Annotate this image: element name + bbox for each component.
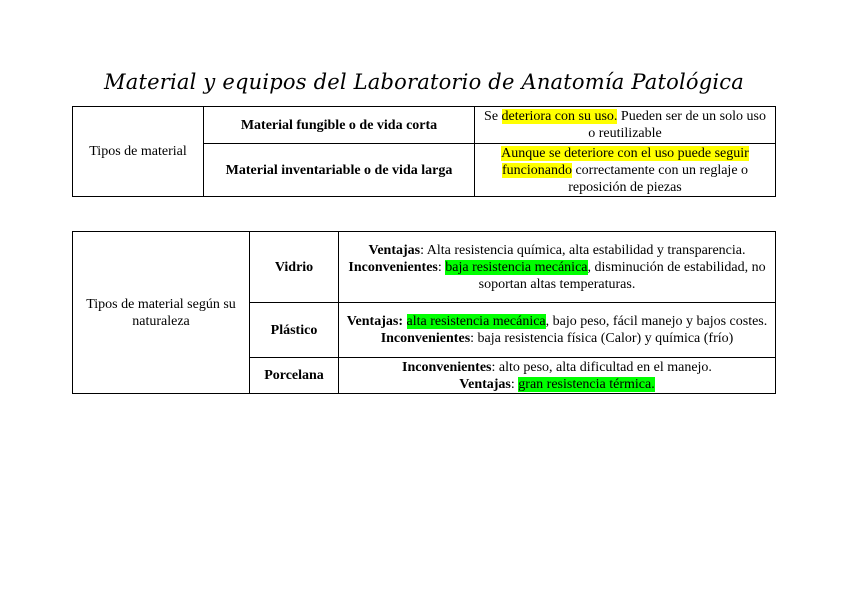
table-row: [73, 107, 776, 144]
desc-fungible: Se deteriora con su uso. Pueden ser de un solo uso o reutilizable: [475, 107, 776, 144]
table-row: [73, 232, 776, 303]
highlight: Aunque se deteriore con el uso puede seguir funcionando: [501, 145, 749, 178]
desc-vidrio: Ventajas: Alta resistencia química, alta estabilidad y transparencia. Inconvenientes: baja resistencia mecánica, disminución de estabilidad, no soportan altas temperaturas.: [339, 232, 776, 303]
row-header-material-types: Tipos de material: [73, 107, 204, 197]
desc-porcelana: Inconvenientes: alto peso, alta dificultad en el manejo. Ventajas: gran resistencia térmica.: [339, 358, 776, 394]
highlight: deteriora con su uso.: [501, 109, 618, 124]
label-plastico: Plástico: [250, 303, 339, 358]
page-title: Material y equipos del Laboratorio de Anatomía Patológica: [104, 70, 744, 94]
label-porcelana: Porcelana: [250, 358, 339, 394]
label-inventariable: Material inventariable o de vida larga: [204, 144, 475, 197]
highlight: alta resistencia mecánica: [406, 314, 546, 329]
desc-inventariable: Aunque se deteriore con el uso puede seguir funcionando correctamente con un reglaje o reposición de piezas: [475, 144, 776, 197]
material-types-table: [72, 106, 776, 197]
material-nature-table: [72, 231, 776, 394]
highlight: gran resistencia térmica.: [518, 376, 655, 392]
label-vidrio: Vidrio: [250, 232, 339, 303]
row-header-material-nature: Tipos de material según su naturaleza: [73, 232, 250, 394]
label-fungible: Material fungible o de vida corta: [204, 107, 475, 144]
desc-plastico: Ventajas: alta resistencia mecánica, bajo peso, fácil manejo y bajos costes. Inconvenientes: baja resistencia física (Calor) y química (frío): [339, 303, 776, 358]
highlight: baja resistencia mecánica: [445, 259, 588, 275]
